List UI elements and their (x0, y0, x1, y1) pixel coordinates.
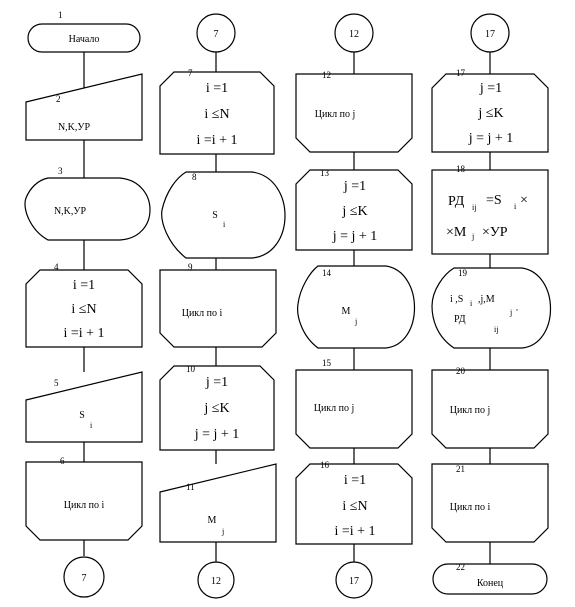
output-part: , (516, 303, 518, 312)
block-number: 12 (322, 70, 331, 80)
block-number: 7 (188, 68, 193, 78)
block-number: 1 (58, 10, 63, 20)
loop-end-label: Цикл по i (63, 500, 105, 511)
block-11-manual-input (160, 464, 276, 542)
formula-times-ur: ×УР (482, 225, 508, 240)
connector-12-in (335, 14, 373, 52)
formula-m-subscript: j (472, 232, 475, 241)
block-16-loop-start (296, 460, 412, 544)
block-1-start (28, 10, 140, 52)
block-number: 14 (322, 268, 331, 278)
block-number: 6 (60, 456, 65, 466)
block-number: 3 (58, 166, 63, 176)
block-number: 9 (188, 262, 193, 272)
block-6-loop-end (26, 456, 142, 540)
connector-17-in (471, 14, 509, 52)
output-part: j (510, 308, 513, 317)
output-part: i ,S (450, 294, 464, 305)
loop-increment: i =i + 1 (196, 133, 238, 148)
loop-increment: j = j + 1 (468, 131, 514, 146)
display-subscript: j (355, 317, 358, 326)
block-number: 16 (320, 460, 329, 470)
loop-end-label: Цикл по i (181, 308, 223, 319)
block-18-process (432, 164, 548, 254)
block-number: 18 (456, 164, 465, 174)
loop-init: j =1 (479, 81, 503, 96)
formula-rd: РД (448, 194, 465, 209)
loop-condition: i ≤N (342, 499, 368, 514)
loop-end-label: Цикл по j (314, 109, 356, 120)
connector-17-out (336, 562, 372, 598)
connector-label: 7 (81, 573, 87, 584)
block-number: 20 (456, 366, 465, 376)
block-number: 19 (458, 268, 467, 278)
formula-times-m: ×M (446, 225, 467, 240)
loop-condition: j ≤K (342, 204, 368, 219)
block-10-loop-start (160, 364, 274, 450)
block-13-loop-start (296, 168, 412, 250)
block-number: 4 (54, 262, 59, 272)
connector-label: 7 (213, 29, 219, 40)
output-part: РД (454, 314, 466, 325)
formula-times: × (520, 193, 528, 208)
block-number: 11 (186, 482, 195, 492)
output-part: ,j,M (478, 294, 495, 305)
loop-init: i =1 (205, 81, 229, 96)
loop-increment: i =i + 1 (334, 524, 376, 539)
connector-7-out (64, 557, 104, 597)
connector-12-out (198, 562, 234, 598)
block-17-loop-start (432, 68, 548, 152)
block-8-display (162, 172, 285, 258)
input-label: S (79, 410, 85, 421)
formula-s-subscript: i (514, 202, 517, 211)
loop-init: i =1 (72, 278, 96, 293)
loop-end-label: Цикл по i (449, 502, 491, 513)
block-number: 5 (54, 378, 59, 388)
block-number: 22 (456, 562, 465, 572)
loop-increment: j = j + 1 (194, 427, 240, 442)
flow-lines (84, 52, 490, 564)
block-number: 13 (320, 168, 329, 178)
formula-equals-s: =S (486, 193, 502, 208)
display-label: N,K,УР (53, 206, 87, 217)
connector-7-in (197, 14, 235, 52)
loop-init: i =1 (343, 473, 367, 488)
display-label: S (212, 210, 218, 221)
block-number: 10 (186, 364, 195, 374)
loop-end-label: Цикл по j (313, 403, 355, 414)
loop-increment: j = j + 1 (332, 229, 378, 244)
loop-init: j =1 (343, 179, 367, 194)
block-12-loop-end (296, 70, 412, 152)
block-15-loop-end (296, 358, 412, 448)
loop-condition: j ≤K (478, 106, 504, 121)
loop-init: j =1 (205, 375, 229, 390)
input-subscript: i (90, 421, 93, 430)
connector-label: 17 (349, 576, 359, 587)
input-subscript: j (222, 527, 225, 536)
loop-condition: j ≤K (204, 401, 230, 416)
connector-label: 12 (349, 29, 359, 40)
display-subscript: i (223, 220, 226, 229)
start-label: Начало (68, 34, 100, 45)
formula-rd-subscript: ij (472, 203, 477, 212)
block-14-display (298, 266, 415, 348)
input-label: N,K,УР (57, 122, 91, 133)
block-3-display (25, 166, 150, 240)
block-22-end (433, 562, 547, 594)
output-part: i (470, 299, 473, 308)
display-label: M (341, 306, 351, 317)
end-label: Конец (476, 578, 504, 589)
input-label: M (207, 515, 217, 526)
block-20-loop-end (432, 366, 548, 448)
loop-condition: i ≤N (71, 302, 97, 317)
block-number: 17 (456, 68, 465, 78)
loop-end-label: Цикл по j (449, 405, 491, 416)
block-7-loop-start (160, 68, 274, 154)
block-5-manual-input (26, 372, 142, 442)
block-number: 21 (456, 464, 465, 474)
block-19-display (432, 268, 551, 348)
output-part: ij (494, 325, 499, 334)
block-number: 8 (192, 172, 197, 182)
block-9-loop-end (160, 262, 276, 347)
loop-condition: i ≤N (204, 107, 230, 122)
block-number: 2 (56, 94, 61, 104)
connector-label: 17 (485, 29, 495, 40)
block-21-loop-end (432, 464, 548, 542)
block-4-loop-start (26, 262, 142, 347)
block-number: 15 (322, 358, 331, 368)
connector-label: 12 (211, 576, 221, 587)
loop-increment: i =i + 1 (63, 326, 105, 341)
